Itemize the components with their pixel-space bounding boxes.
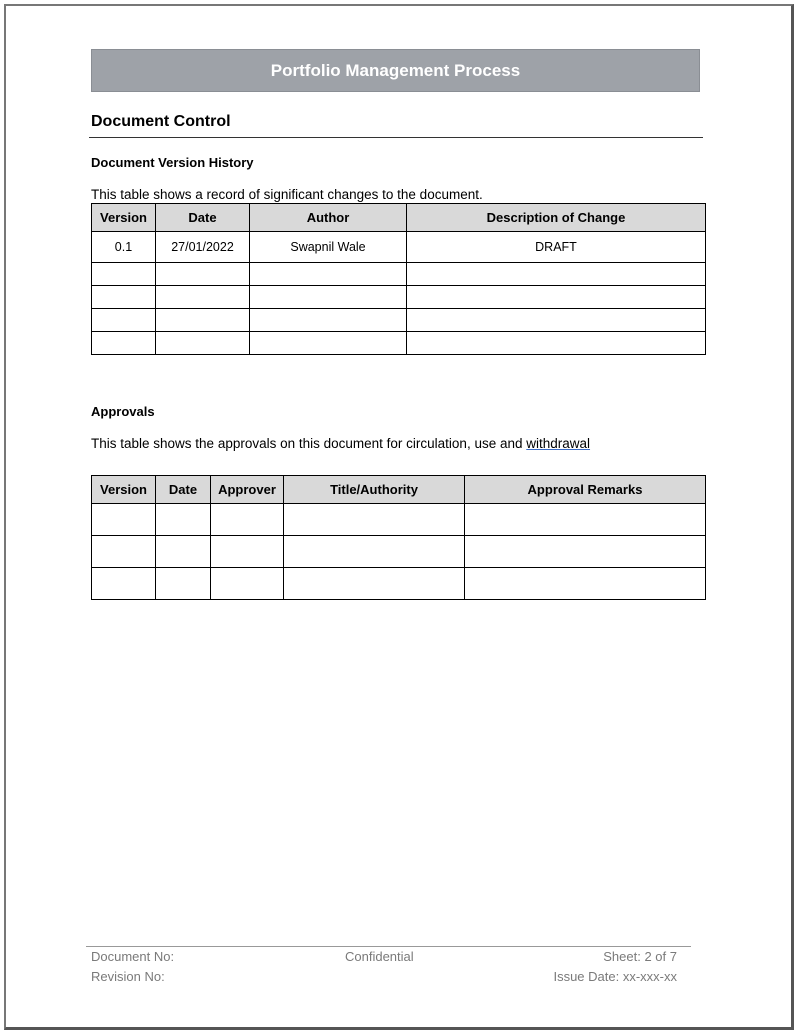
column-header: Title/Authority [284, 476, 465, 504]
approval-remarks-cell[interactable] [465, 504, 706, 536]
footer-issue-date: Issue Date: xx-xxx-xx [553, 969, 677, 984]
date-cell[interactable] [156, 309, 250, 332]
date-cell[interactable] [156, 263, 250, 286]
author-cell[interactable]: Swapnil Wale [250, 232, 407, 263]
approval-remarks-cell[interactable] [465, 568, 706, 600]
description-cell[interactable] [407, 332, 706, 355]
footer-classification: Confidential [345, 949, 414, 964]
approvals-intro [91, 436, 590, 451]
column-header: Approval Remarks [465, 476, 706, 504]
date-cell[interactable] [156, 536, 211, 568]
footer-sheet-number: Sheet: 2 of 7 [603, 949, 677, 964]
document-title-banner [91, 49, 700, 92]
column-header: Description of Change [407, 204, 706, 232]
table-header-row [92, 476, 706, 504]
approver-cell[interactable] [211, 504, 284, 536]
approvals-heading: Approvals [91, 404, 155, 419]
description-cell[interactable] [407, 263, 706, 286]
footer-rule [86, 946, 691, 947]
footer-document-no: Document No: [91, 949, 175, 964]
approvals-intro-text: This table shows the approvals on this document for circulation, use and [91, 436, 527, 451]
table-row [92, 536, 706, 568]
approver-cell[interactable] [211, 568, 284, 600]
date-cell[interactable] [156, 504, 211, 536]
title-authority-cell[interactable] [284, 504, 465, 536]
section-heading: Document Control [91, 113, 231, 130]
column-header: Approver [211, 476, 284, 504]
author-cell[interactable] [250, 309, 407, 332]
approvals-table [91, 475, 706, 600]
version-cell[interactable] [92, 286, 156, 309]
table-row [92, 568, 706, 600]
table-row [92, 309, 706, 332]
date-cell[interactable] [156, 286, 250, 309]
date-cell[interactable] [156, 332, 250, 355]
table-row [92, 232, 706, 263]
author-cell[interactable] [250, 263, 407, 286]
column-header: Date [156, 476, 211, 504]
version-history-table [91, 203, 706, 355]
version-cell[interactable] [92, 332, 156, 355]
version-cell[interactable]: 0.1 [92, 232, 156, 263]
description-cell[interactable] [407, 309, 706, 332]
title-authority-cell[interactable] [284, 536, 465, 568]
version-history-heading: Document Version History [91, 155, 254, 170]
table-row [92, 332, 706, 355]
table-row [92, 286, 706, 309]
description-cell[interactable] [407, 286, 706, 309]
date-cell[interactable] [156, 568, 211, 600]
version-cell[interactable] [92, 504, 156, 536]
approval-remarks-cell[interactable] [465, 536, 706, 568]
version-cell[interactable] [92, 263, 156, 286]
column-header: Date [156, 204, 250, 232]
table-row [92, 504, 706, 536]
version-history-intro: This table shows a record of significant changes to the document. [91, 187, 483, 202]
version-cell[interactable] [92, 309, 156, 332]
approver-cell[interactable] [211, 536, 284, 568]
column-header: Version [92, 204, 156, 232]
version-cell[interactable] [92, 568, 156, 600]
title-authority-cell[interactable] [284, 568, 465, 600]
author-cell[interactable] [250, 286, 407, 309]
table-row [92, 263, 706, 286]
date-cell[interactable]: 27/01/2022 [156, 232, 250, 263]
author-cell[interactable] [250, 332, 407, 355]
heading-rule [89, 137, 703, 138]
withdrawal-spellcheck-word: withdrawal [526, 436, 591, 451]
table-header-row [92, 204, 706, 232]
description-cell[interactable]: DRAFT [407, 232, 706, 263]
column-header: Author [250, 204, 407, 232]
footer-revision-no: Revision No: [91, 969, 165, 984]
column-header: Version [92, 476, 156, 504]
version-cell[interactable] [92, 536, 156, 568]
document-title: Portfolio Management Process [270, 60, 521, 80]
